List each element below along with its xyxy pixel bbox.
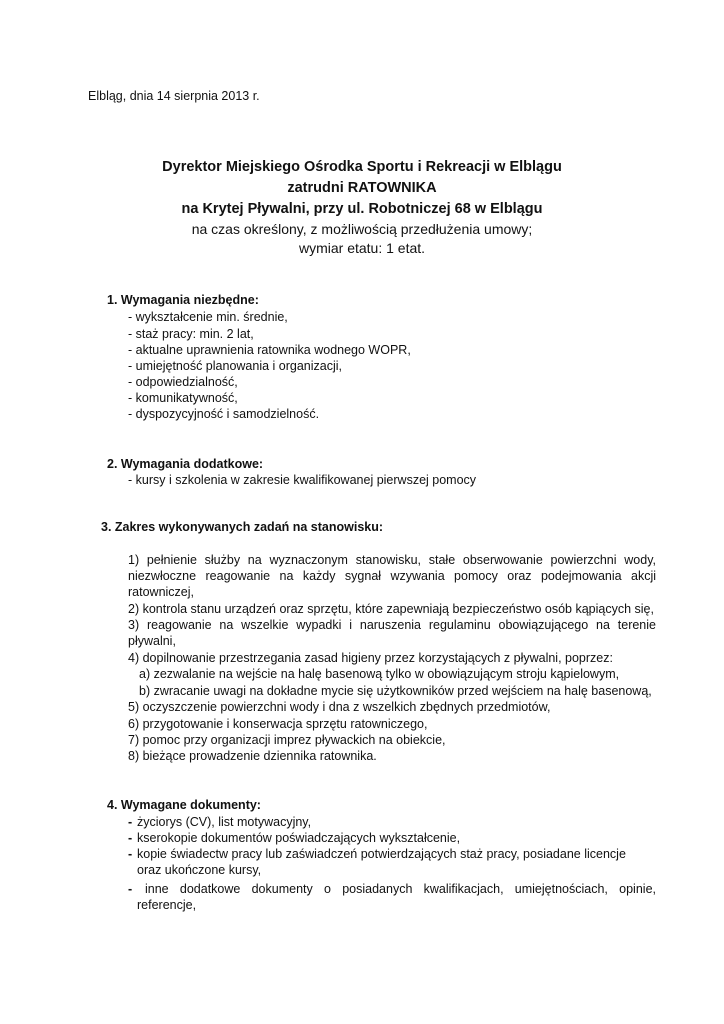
list-item: - wykształcenie min. średnie, (128, 310, 288, 324)
section-1-title: 1. Wymagania niezbędne: (107, 293, 259, 307)
task-line: 8) bieżące prowadzenie dziennika ratownika. (128, 749, 377, 763)
document-item-continuation: referencje, (137, 898, 197, 912)
task-line: 4) dopilnowanie przestrzegania zasad higieny przez korzystających z pływalni, poprzez: (128, 651, 613, 665)
task-line: 6) przygotowanie i konserwacja sprzętu ratowniczego, (128, 717, 428, 731)
task-line: b) zwracanie uwagi na dokładne mycie się użytkowników przed wejściem na halę basenową, (139, 684, 652, 698)
heading-line-2: zatrudni RATOWNIKA (287, 180, 437, 196)
list-item: - umiejętność planowania i organizacji, (128, 359, 343, 373)
document-item: kopie świadectw pracy lub zaświadczeń potwierdzających staż pracy, posiadane licencje (137, 847, 626, 861)
bullet-dash: - (128, 882, 133, 896)
heading-line-1: Dyrektor Miejskiego Ośrodka Sportu i Rekreacji w Elblągu (162, 159, 562, 175)
document-item: inne dodatkowe dokumenty o posiadanych kwalifikacjach, umiejętnościach, opinie, (145, 882, 656, 896)
heading-line-4: na czas określony, z możliwością przedłużenia umowy; (191, 221, 533, 237)
list-item: - staż pracy: min. 2 lat, (128, 327, 254, 341)
task-line: 2) kontrola stanu urządzeń oraz sprzętu, które zapewniają bezpieczeństwo osób kąpiących się, (128, 602, 654, 616)
list-item: - dyspozycyjność i samodzielność. (128, 407, 320, 421)
task-line: 1) pełnienie służby na wyznaczonym stanowisku, stałe obserwowanie powierzchni wody, (128, 553, 656, 567)
document-item: kserokopie dokumentów poświadczających wykształcenie, (137, 831, 461, 845)
task-line: a) zezwalanie na wejście na halę basenową tylko w obowiązującym stroju kąpielowym, (139, 667, 620, 681)
bullet-dash: - (128, 847, 133, 861)
task-line: niezwłoczne reagowanie na każdy sygnał wzywania pomocy oraz podejmowania akcji (128, 569, 656, 583)
task-line: 3) reagowanie na wszelkie wypadki i naruszenia regulaminu obowiązującego na terenie (128, 618, 656, 632)
list-item: - kursy i szkolenia w zakresie kwalifikowanej pierwszej pomocy (128, 473, 477, 487)
document-item: życiorys (CV), list motywacyjny, (137, 815, 312, 829)
section-2-title: 2. Wymagania dodatkowe: (107, 457, 264, 471)
document-item-continuation: oraz ukończone kursy, (137, 863, 262, 877)
heading-line-5: wymiar etatu: 1 etat. (298, 240, 426, 256)
list-item: - odpowiedzialność, (128, 375, 238, 389)
task-line: pływalni, (128, 634, 176, 648)
date-line: Elbląg, dnia 14 sierpnia 2013 r. (88, 89, 260, 103)
task-line: 5) oczyszczenie powierzchni wody i dna z wszelkich zbędnych przedmiotów, (128, 700, 551, 714)
list-item: - komunikatywność, (128, 391, 238, 405)
bullet-dash: - (128, 815, 133, 829)
heading-line-3: na Krytej Pływalni, przy ul. Robotniczej 68 w Elblągu (181, 201, 543, 217)
section-3-title: 3. Zakres wykonywanych zadań na stanowisku: (101, 520, 384, 534)
bullet-dash: - (128, 831, 133, 845)
task-line: 7) pomoc przy organizacji imprez pływackich na obiekcie, (128, 733, 446, 747)
task-line: ratowniczej, (128, 585, 194, 599)
section-4-title: 4. Wymagane dokumenty: (107, 798, 261, 812)
list-item: - aktualne uprawnienia ratownika wodnego WOPR, (128, 343, 411, 357)
